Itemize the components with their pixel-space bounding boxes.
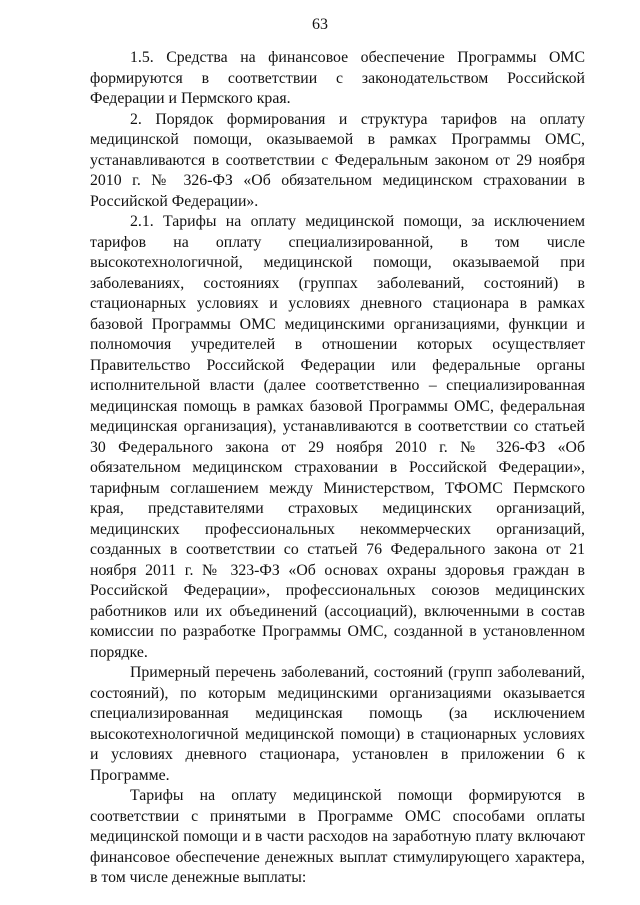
page-number: 63 bbox=[312, 16, 328, 33]
paragraph-tariff-payments: Тарифы на оплату медицинской помощи формируются в соответствии с принятыми в Программе ОМС способами оплаты медицинской помощи и в части расходов на заработную плату включают финансовое обеспечение денежных выплат стимулирующего характера, в том числе денежные выплаты: bbox=[90, 787, 585, 886]
document-body bbox=[90, 48, 585, 889]
paragraph-2-1-tariffs: 2.1. Тарифы на оплату медицинской помощи, за исключением тарифов на оплату специализированной, в том числе высокотехнологичной, медицинской помощи, оказываемой при заболеваниях, состояниях (группах заболеваний, состояний) в стационарных условиях и условиях дневного стационара в рамках базовой Программы ОМС медицинскими организациями, функции и полномочия учредителей в отношении которых осуществляет Правительство Российской Федерации или федеральные органы исполнительной власти (далее соответственно – специализированная медицинская помощь в рамках базовой Программы ОМС, федеральная медицинская организация), устанавливаются в соответствии со статьей 30 Федерального закона от 29 ноября 2010 г. № 326-ФЗ «Об обязательном медицинском страховании в Российской Федерации», тарифным соглашением между Министерством, ТФОМС Пермского края, представителями страховых медицинских организаций, медицинских профессиональных некоммерческих организаций, созданных в соответствии со статьей 76 Федерального закона от 21 ноября 2011 г. № 323-ФЗ «Об основах охраны здоровья граждан в Российской Федерации», профессиональных союзов медицинских работников или их объединений (ассоциаций), включенными в состав комиссии по разработке Программы ОМС, созданной в установленном порядке. bbox=[90, 213, 585, 661]
paragraph-disease-list: Примерный перечень заболеваний, состояний (групп заболеваний, состояний), по которым медицинскими организациями оказывается специализированная медицинская помощь (за исключением высокотехнологичной медицинской помощи) в стационарных условиях и условиях дневного стационара, установлен в приложении 6 к Программе. bbox=[90, 664, 585, 784]
paragraph-1-5-funding-sources: 1.5. Средства на финансовое обеспечение Программы ОМС формируются в соответствии с законодательством Российской Федерации и Пермского края. bbox=[90, 49, 585, 107]
paragraph-2-tariff-procedure: 2. Порядок формирования и структура тарифов на оплату медицинской помощи, оказываемой в рамках Программы ОМС, устанавливаются в соответствии с Федеральным законом от 29 ноября 2010 г. № 326-ФЗ «Об обязательном медицинском страховании в Российской Федерации». bbox=[90, 110, 585, 210]
